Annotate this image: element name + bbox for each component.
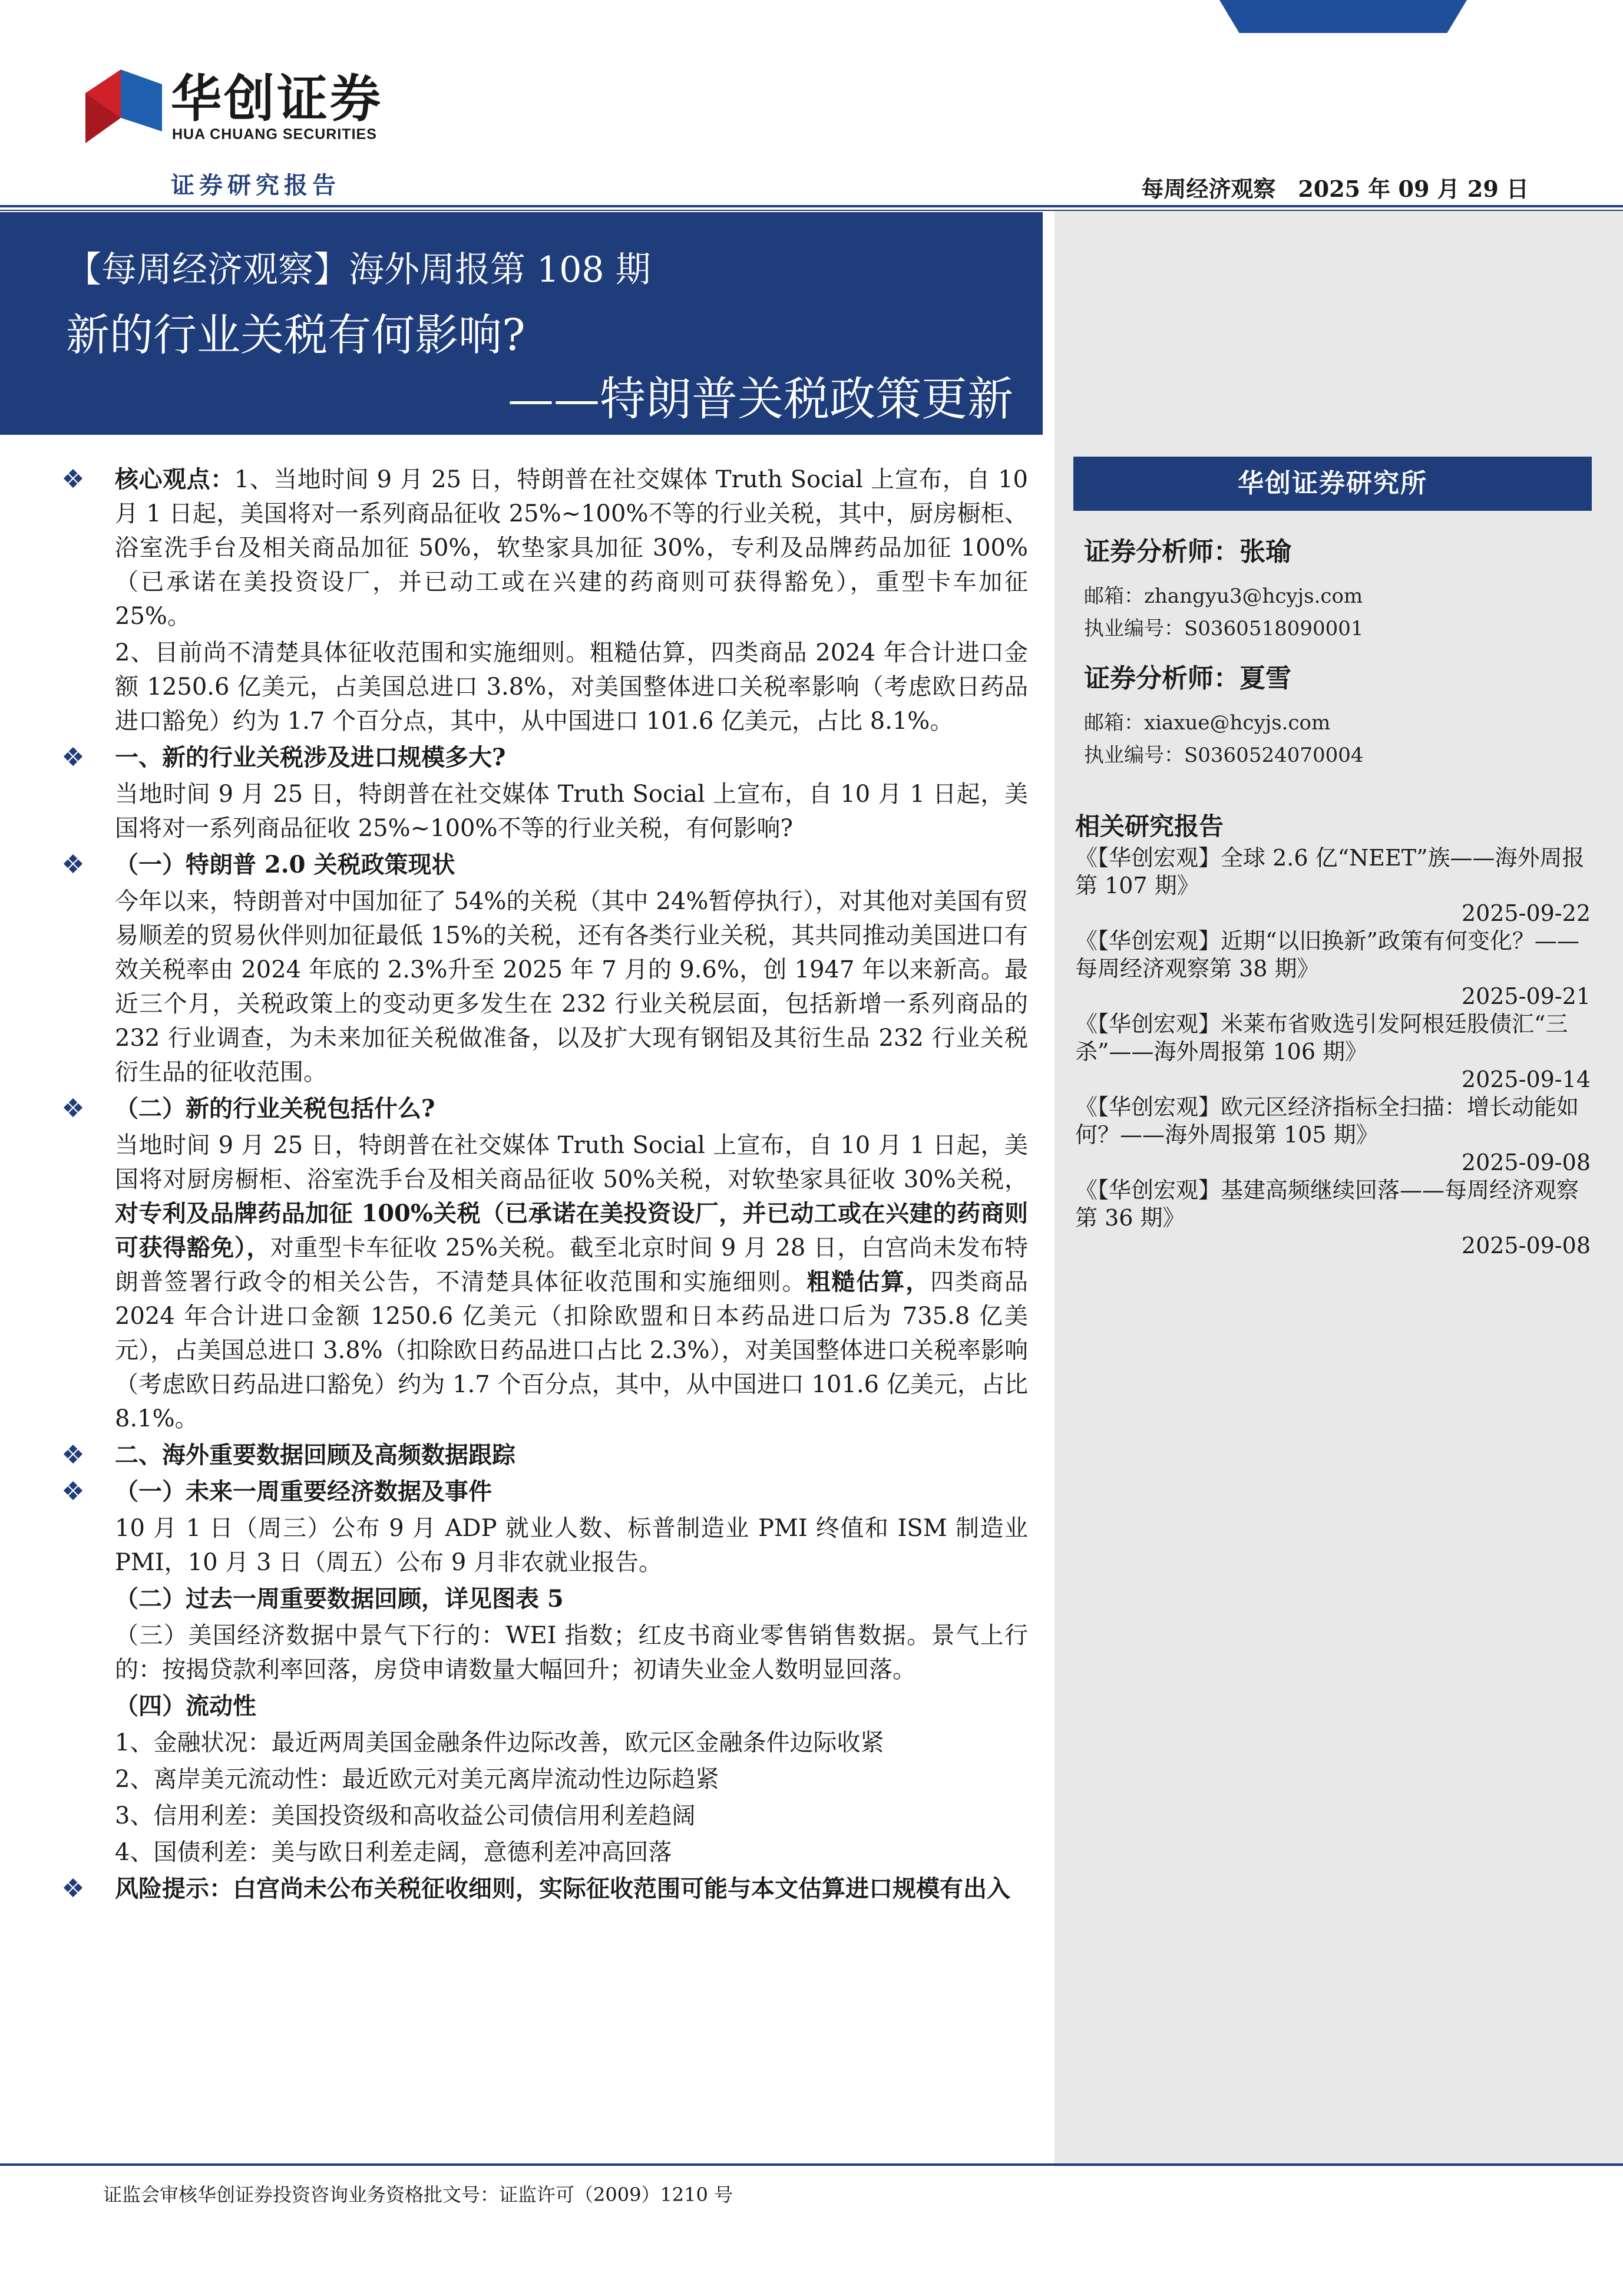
related-report-link[interactable]: 《【华创宏观】全球 2.6 亿“NEET”族——海外周报第 107 期》 <box>1075 845 1585 898</box>
diamond-bullet-icon: ❖ <box>61 1874 85 1904</box>
related-reports-list <box>1075 844 1591 1260</box>
section-2a-heading: ❖ （一）未来一周重要经济数据及事件 <box>56 1475 1028 1509</box>
diamond-bullet-icon: ❖ <box>61 1094 85 1124</box>
institute-name: 华创证券研究所 <box>1073 457 1592 511</box>
logo-english-name: HUA CHUANG SECURITIES <box>172 126 377 143</box>
main-title: 新的行业关税有何影响? <box>66 310 525 361</box>
section-1a-text: 今年以来，特朗普对中国加征了 54%的关税（其中 24%暂停执行），对其他对美国有贸易顺差的贸易伙伴则加征最低 15%的关税，还有各类行业关税，其共同推动美国进口有效关税率由 2024 年底的 2.3%升至 2025 年 7 月的 9.6%，创 1947 年以来新高。最近三个月，关税政策上的变动更多发生在 232 行业关税层面，包括新增一系列商品的 232 行业调查，为未来加征关税做准备，以及扩大现有钢铝及其衍生品 232 行业关税衍生品的征收范围。 <box>115 888 1028 1086</box>
related-report-link[interactable]: 《【华创宏观】近期“以旧换新”政策有何变化？——每周经济观察第 38 期》 <box>1075 928 1579 982</box>
liquidity-item: 4、国债利差：美与欧日利差走阔，意德利差冲高回落 <box>115 1839 672 1866</box>
top-corner-tab <box>1219 0 1467 33</box>
section-1-heading: ❖ 一、新的行业关税涉及进口规模多大? <box>56 741 1028 775</box>
series-title: 【每周经济观察】海外周报第 108 期 <box>66 249 651 290</box>
related-report-date: 2025-09-21 <box>1461 983 1591 1009</box>
footer-license-note: 证监会审核华创证券投资咨询业务资格批文号：证监许可（2009）1210 号 <box>103 2183 733 2206</box>
related-report-date: 2025-09-22 <box>1461 900 1591 926</box>
diamond-bullet-icon: ❖ <box>61 1476 85 1507</box>
diamond-bullet-icon: ❖ <box>61 1440 85 1470</box>
analyst-name: 证券分析师：张瑜 <box>1084 537 1291 567</box>
analyst-license: 执业编号：S0360518090001 <box>1084 617 1364 640</box>
core-view-point-1: 1、当地时间 9 月 25 日，特朗普在社交媒体 Truth Social 上宣布，自 10 月 1 日起，美国将对一系列商品征收 25%~100%不等的行业关税，其中，厨房橱柜、浴室洗手台及相关商品加征 50%，软垫家具加征 30%，专利及品牌药品加征 100%（已承诺在美投资设厂，并已动工或在兴建的药商则可获得豁免），重型卡车加征 25%。 <box>115 466 1029 630</box>
section-1a-heading: ❖ （一）特朗普 2.0 关税政策现状 <box>56 848 1028 882</box>
related-report-date: 2025-09-14 <box>1461 1066 1591 1092</box>
diamond-bullet-icon: ❖ <box>61 850 85 880</box>
huachuang-logo-icon <box>85 70 162 143</box>
risk-warning: ❖ 风险提示：白宫尚未公布关税征收细则，实际征收范围可能与本文估算进口规模有出入 <box>56 1872 1028 1906</box>
diamond-bullet-icon: ❖ <box>61 742 85 772</box>
section-1b-text: 当地时间 9 月 25 日，特朗普在社交媒体 Truth Social 上宣布，自 10 月 1 日起，美国将对厨房橱柜、浴室洗手台及相关商品征收 50%关税，对软垫家具征收 30%关税，对专利及品牌药品加征 100%关税（已承诺在美投资设厂，并已动工或在兴建的药商则可获得豁免），对重型卡车征收 25%关税。截至北京时间 9 月 28 日，白宫尚未发布特朗普签署行政令的相关公告，不清楚具体征收范围和实施细则。粗糙估算，四类商品 2024 年合计进口金额 1250.6 亿美元（扣除欧盟和日本药品进口后为 735.8 亿美元），占美国总进口 3.8%（扣除欧日药品进口占比 2.3%），对美国整体进口关税率影响（考虑欧日药品进口豁免）约为 1.7 个百分点，其中，从中国进口 101.6 亿美元，占比 8.1%。 <box>115 1132 1029 1432</box>
section-2-heading: ❖ 二、海外重要数据回顾及高频数据跟踪 <box>56 1438 1028 1472</box>
title-banner <box>0 212 1043 435</box>
subtitle: ——特朗普关税政策更新 <box>507 373 1013 426</box>
liquidity-item: 1、金融状况：最近两周美国金融条件边际改善，欧元区金融条件边际收紧 <box>115 1729 884 1756</box>
series-date: 每周经济观察 2025 年 09 月 29 日 <box>1141 176 1529 202</box>
related-report-date: 2025-09-08 <box>1461 1233 1591 1258</box>
analyst-license: 执业编号：S0360524070004 <box>1084 744 1364 767</box>
footer-divider <box>0 2163 1623 2166</box>
section-1-text: 当地时间 9 月 25 日，特朗普在社交媒体 Truth Social 上宣布，自 10 月 1 日起，美国将对一系列商品征收 25%~100%不等的行业关税，有何影响? <box>115 781 1028 842</box>
report-type-label: 证券研究报告 <box>171 171 341 199</box>
header-divider <box>0 205 1623 207</box>
logo-chinese-name: 华创证券 <box>171 70 383 128</box>
core-view-point-2: 2、目前尚不清楚具体征收范围和实施细则。粗糙估算，四类商品 2024 年合计进口金额 1250.6 亿美元，占美国总进口 3.8%，对美国整体进口关税率影响（考虑欧日药品进口豁免）约为 1.7 个百分点，其中，从中国进口 101.6 亿美元，占比 8.1%。 <box>115 639 1028 735</box>
analyst-email: 邮箱：xiaxue@hcyjs.com <box>1084 711 1331 735</box>
analyst-name: 证券分析师：夏雪 <box>1084 663 1291 693</box>
related-report-link[interactable]: 《【华创宏观】米莱布省败选引发阿根廷股债汇“三杀”——海外周报第 106 期》 <box>1075 1011 1568 1065</box>
diamond-bullet-icon: ❖ <box>61 464 85 494</box>
analyst-email: 邮箱：zhangyu3@hcyjs.com <box>1084 584 1363 608</box>
liquidity-item: 3、信用利差：美国投资级和高收益公司债信用利差趋阔 <box>115 1802 696 1829</box>
section-2c-text: （三）美国经济数据中景气下行的：WEI 指数；红皮书商业零售销售数据。景气上行的：按揭贷款利率回落，房贷申请数量大幅回升；初请失业金人数明显回落。 <box>115 1622 1028 1683</box>
section-2d-heading: （四）流动性 <box>115 1692 256 1720</box>
core-view <box>56 462 1028 633</box>
section-2a-text: 10 月 1 日（周三）公布 9 月 ADP 就业人数、标普制造业 PMI 终值和 ISM 制造业 PMI，10 月 3 日（周五）公布 9 月非农就业报告。 <box>115 1515 1028 1576</box>
section-2b-heading: （二）过去一周重要数据回顾，详见图表 5 <box>115 1585 564 1613</box>
main-content <box>56 462 1028 1908</box>
liquidity-item: 2、离岸美元流动性：最近欧元对美元离岸流动性边际趋紧 <box>115 1766 719 1793</box>
section-1b-heading: ❖ （二）新的行业关税包括什么? <box>56 1092 1028 1126</box>
related-report-date: 2025-09-08 <box>1461 1149 1591 1175</box>
related-report-link[interactable]: 《【华创宏观】基建高频继续回落——每周经济观察第 36 期》 <box>1075 1177 1579 1231</box>
related-reports-heading: 相关研究报告 <box>1075 812 1224 841</box>
related-report-link[interactable]: 《【华创宏观】欧元区经济指标全扫描：增长动能如何？——海外周报第 105 期》 <box>1075 1094 1579 1148</box>
core-view-label: 核心观点： <box>115 465 234 493</box>
